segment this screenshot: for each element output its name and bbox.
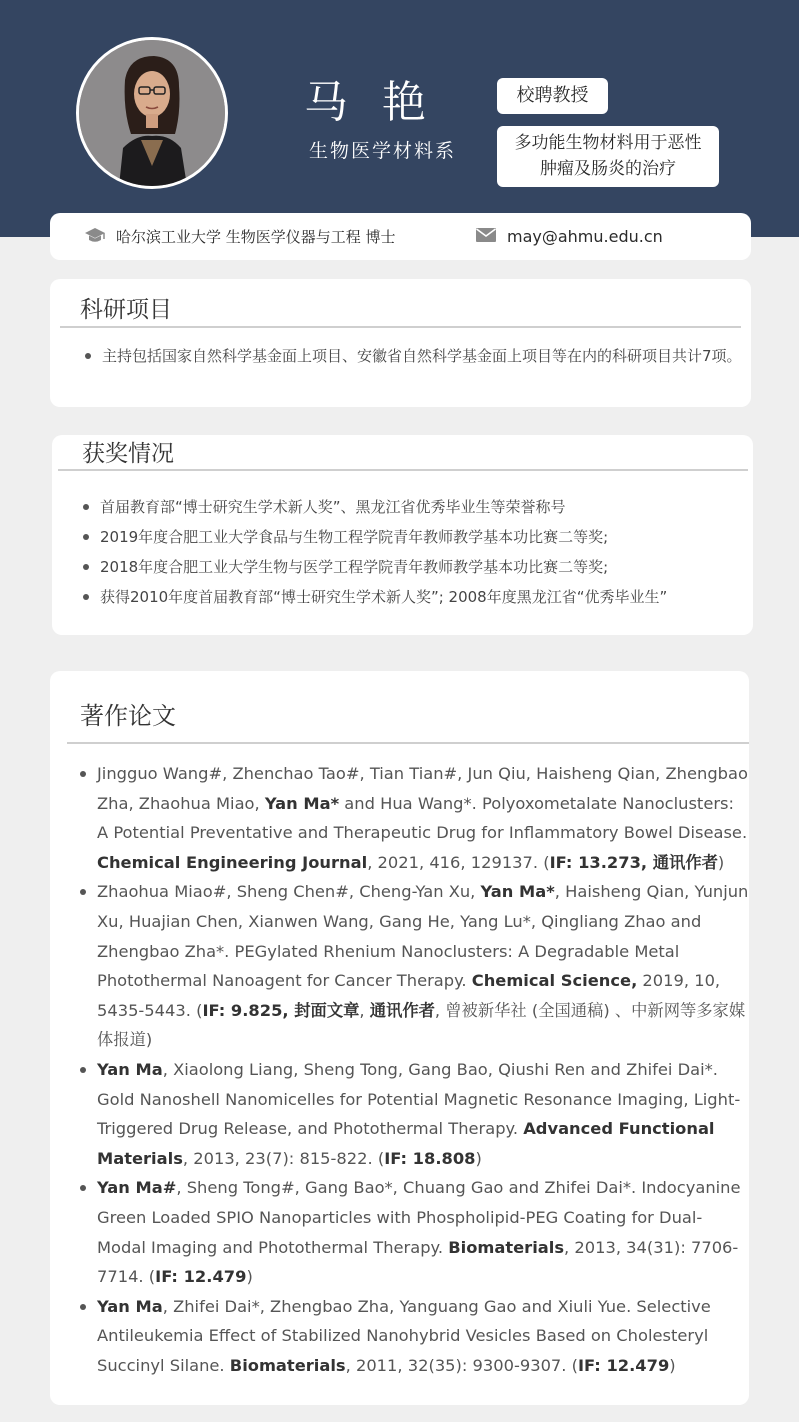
publication-text: and Hua Wang*. Polyoxometalate Nanoclusters: A Potential Preventative and Therapeutic Drug for Inflammatory Bowel Disease. <box>97 793 748 843</box>
graduation-cap-icon <box>84 226 116 248</box>
publication-item <box>77 1173 749 1291</box>
publication-bold-text: Chemical Engineering Journal <box>97 852 368 872</box>
header-banner <box>0 0 799 237</box>
publication-text: ) <box>246 1267 253 1287</box>
list-item: 获得2010年度首届教育部“博士研究生学术新人奖”; 2008年度黑龙江省“优秀毕业生” <box>80 582 750 612</box>
publication-bold-text: IF: 13.273, 通讯作者 <box>549 852 718 872</box>
projects-card <box>50 279 751 407</box>
publication-bold-text: Yan Ma <box>97 1059 163 1079</box>
publication-item <box>77 1055 749 1173</box>
publication-bold-text: IF: 12.479 <box>578 1355 670 1375</box>
education-text: 哈尔滨工业大学 生物医学仪器与工程 博士 <box>116 228 396 246</box>
publication-bold-text: Yan Ma# <box>97 1178 177 1198</box>
email-item[interactable] <box>475 213 663 260</box>
department: 生物医学材料系 <box>308 140 456 162</box>
publication-bold-text: Biomaterials <box>448 1237 565 1257</box>
publication-text: Jingguo Wang#, Zhenchao Tao#, Tian Tian#, Jun Qiu, Haisheng Qian, Zhengbao Zha, Zhaohua Miao, <box>97 764 748 813</box>
publication-text: 2019, 10, 5435-5443. ( <box>97 971 721 1020</box>
projects-divider <box>60 326 741 328</box>
projects-list <box>82 341 742 371</box>
list-item: 主持包括国家自然科学基金面上项目、安徽省自然科学基金面上项目等在内的科研项目共计7项。 <box>82 341 742 371</box>
research-direction-badge: 多功能生物材料用于恶性肿瘤及肠炎的治疗 <box>497 126 719 187</box>
publication-bold-text: IF: 9.825, 封面文章 <box>202 1000 360 1020</box>
publication-text: , 2011, 32(35): 9300-9307. ( <box>345 1355 578 1375</box>
publication-bold-text: 通讯作者 <box>369 1000 435 1020</box>
list-item: 首届教育部“博士研究生学术新人奖”、黑龙江省优秀毕业生等荣誉称号 <box>80 492 750 522</box>
publication-bold-text: IF: 18.808 <box>384 1148 476 1168</box>
contact-card <box>50 213 751 260</box>
publication-bold-text: IF: 12.479 <box>155 1267 247 1287</box>
awards-list <box>80 492 750 612</box>
publications-divider <box>67 742 749 744</box>
publication-text: , Xiaolong Liang, Sheng Tong, Gang Bao, Qiushi Ren and Zhifei Dai*. Gold Nanoshell Nanomicelles for Potential Magnetic Resonance Imaging, Light-Triggered Drug Release, and Photothermal Therapy. <box>97 1059 741 1139</box>
publication-text: , 2013, 23(7): 815-822. ( <box>182 1148 385 1168</box>
publication-text: , Sheng Tong#, Gang Bao*, Chuang Gao and Zhifei Dai*. Indocyanine Green Loaded SPIO Nanoparticles with Phospholipid-PEG Coating for Dual-Modal Imaging and Photothermal Therapy. <box>97 1178 741 1257</box>
publication-bold-text: Yan Ma* <box>264 793 340 813</box>
publication-text: , 曾被新华社 (全国通稿) 、中新网等多家媒体报道) <box>97 1000 746 1050</box>
envelope-icon <box>475 227 507 247</box>
publication-text: ) <box>475 1148 482 1168</box>
publication-item <box>77 877 749 1055</box>
email-text[interactable]: may@ahmu.edu.cn <box>507 227 663 246</box>
publication-text: , 2021, 416, 129137. ( <box>367 852 550 872</box>
position-badge: 校聘教授 <box>497 78 608 114</box>
list-item: 2019年度合肥工业大学食品与生物工程学院青年教师教学基本功比赛二等奖; <box>80 522 750 552</box>
publication-bold-text: Yan Ma* <box>480 882 555 902</box>
publication-bold-text: Biomaterials <box>229 1355 346 1375</box>
publication-text: Zhaohua Miao#, Sheng Chen#, Cheng-Yan Xu, <box>97 882 481 902</box>
education-item <box>84 213 396 260</box>
publication-text: , Zhifei Dai*, Zhengbao Zha, Yanguang Gao and Xiuli Yue. Selective Antileukemia Effect of Stabilized Nanohybrid Vesicles Based on Cholesteryl Succinyl Silane. <box>97 1296 711 1375</box>
awards-divider <box>58 469 748 471</box>
publication-item <box>77 759 749 877</box>
publication-bold-text: Chemical Science, <box>471 971 638 991</box>
publication-text: , 2013, 34(31): 7706-7714. ( <box>97 1237 739 1287</box>
publication-bold-text: Yan Ma <box>97 1296 163 1316</box>
awards-card <box>52 435 753 635</box>
profile-photo <box>76 37 228 189</box>
list-item: 2018年度合肥工业大学生物与医学工程学院青年教师教学基本功比赛二等奖; <box>80 552 750 582</box>
person-name: 马 艳 <box>304 77 436 128</box>
publication-text: ) <box>669 1355 676 1375</box>
publication-text: , Haisheng Qian, Yunjun Xu, Huajian Chen, Xianwen Wang, Gang He, Yang Lu*, Qingliang Zhao and Zhengbao Zha*. PEGylated Rhenium Nanoclusters: A Degradable Metal Photothermal Nanoagent for Cancer Therapy. <box>97 882 749 991</box>
publications-list <box>77 759 749 1380</box>
projects-heading: 科研项目 <box>80 297 172 323</box>
publications-heading: 著作论文 <box>80 702 176 730</box>
publication-item <box>77 1292 749 1381</box>
publications-card <box>50 671 749 1405</box>
awards-heading: 获奖情况 <box>82 441 174 467</box>
publication-bold-text: Advanced Functional Materials <box>97 1119 715 1168</box>
publication-text: ) <box>717 852 725 872</box>
publication-text: , <box>359 1000 370 1020</box>
